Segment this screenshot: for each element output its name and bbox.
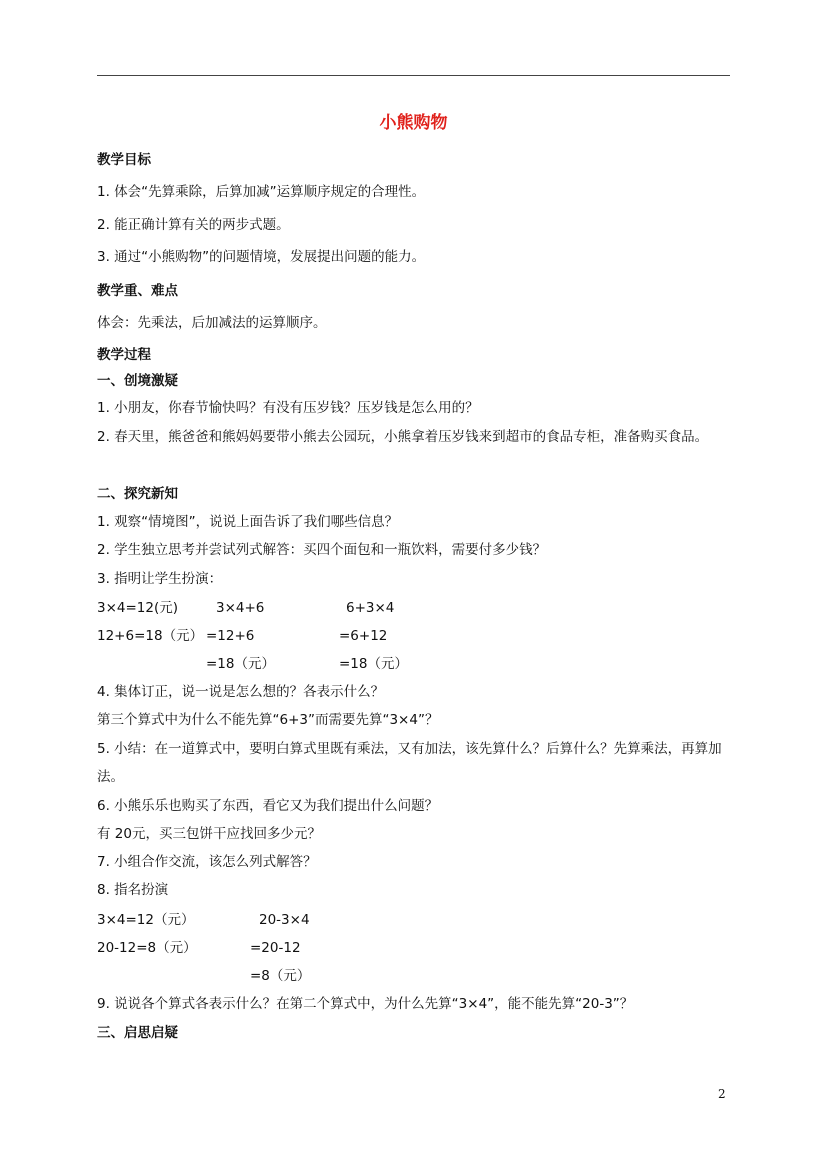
goal-2: 2. 能正确计算有关的两步式题。 <box>97 217 290 233</box>
calc1-line-b1: 3×4+6 <box>216 600 265 616</box>
part2-item-6b: 有 20元，买三包饼干应找回多少元？ <box>97 826 321 842</box>
header-rule <box>97 75 730 76</box>
keypoints-heading: 教学重、难点 <box>97 283 178 299</box>
calc1-line-c2: =6+12 <box>339 628 388 644</box>
goal-1: 1. 体会“先算乘除，后算加减”运算顺序规定的合理性。 <box>97 184 426 200</box>
calc2-line-b2: =20-12 <box>250 940 301 956</box>
calc1-line-b3: =18（元） <box>206 656 275 672</box>
part2-item-4b: 第三个算式中为什么不能先算“6+3”而需要先算“3×4”？ <box>97 712 439 728</box>
goals-heading: 教学目标 <box>97 152 151 168</box>
part1-heading: 一、创境激疑 <box>97 373 178 389</box>
part3-heading: 三、启思启疑 <box>97 1025 178 1041</box>
process-heading: 教学过程 <box>97 347 151 363</box>
page-number: 2 <box>718 1087 726 1101</box>
calc2-line-a1: 3×4=12（元） <box>97 912 195 928</box>
keypoints-text: 体会：先乘法，后加减法的运算顺序。 <box>97 315 327 331</box>
part2-item-6: 6. 小熊乐乐也购买了东西，看它又为我们提出什么问题？ <box>97 798 439 814</box>
calc1-line-b2: =12+6 <box>206 628 255 644</box>
part2-item-4: 4. 集体订正，说一说是怎么想的？各表示什么？ <box>97 684 385 700</box>
part2-item-9: 9. 说说各个算式各表示什么？在第二个算式中，为什么先算“3×4”，能不能先算“20-3”？ <box>97 996 634 1012</box>
part2-item-1: 1. 观察“情境图”，说说上面告诉了我们哪些信息？ <box>97 514 399 530</box>
calc1-line-a2: 12+6=18（元） <box>97 628 204 644</box>
goal-3: 3. 通过“小熊购物”的问题情境，发展提出问题的能力。 <box>97 249 426 265</box>
part2-item-3: 3. 指明让学生扮演： <box>97 571 223 587</box>
part2-item-2: 2. 学生独立思考并尝试列式解答：买四个面包和一瓶饮料，需要付多少钱？ <box>97 542 547 558</box>
calc1-line-c1: 6+3×4 <box>346 600 395 616</box>
part2-item-8: 8. 指名扮演 <box>97 882 169 898</box>
calc2-line-a2: 20-12=8（元） <box>97 940 197 956</box>
calc2-line-b1: 20-3×4 <box>259 912 310 928</box>
page-title: 小熊购物 <box>379 113 448 133</box>
calc1-line-a1: 3×4=12(元) <box>97 600 179 616</box>
part2-heading: 二、探究新知 <box>97 486 178 502</box>
calc2-line-b3: =8（元） <box>250 968 311 984</box>
part2-item-7: 7. 小组合作交流，该怎么列式解答？ <box>97 854 317 870</box>
calc1-line-c3: =18（元） <box>339 656 408 672</box>
part1-item-2: 2. 春天里，熊爸爸和熊妈妈要带小熊去公园玩，小熊拿着压岁钱来到超市的食品专柜，准备购买食品。 <box>97 429 709 445</box>
part1-item-1: 1. 小朋友，你春节愉快吗？有没有压岁钱？压岁钱是怎么用的？ <box>97 400 479 416</box>
part2-item-5: 5. 小结：在一道算式中，要明白算式里既有乘法，又有加法，该先算什么？后算什么？先算乘法，再算加法。 <box>97 741 722 785</box>
